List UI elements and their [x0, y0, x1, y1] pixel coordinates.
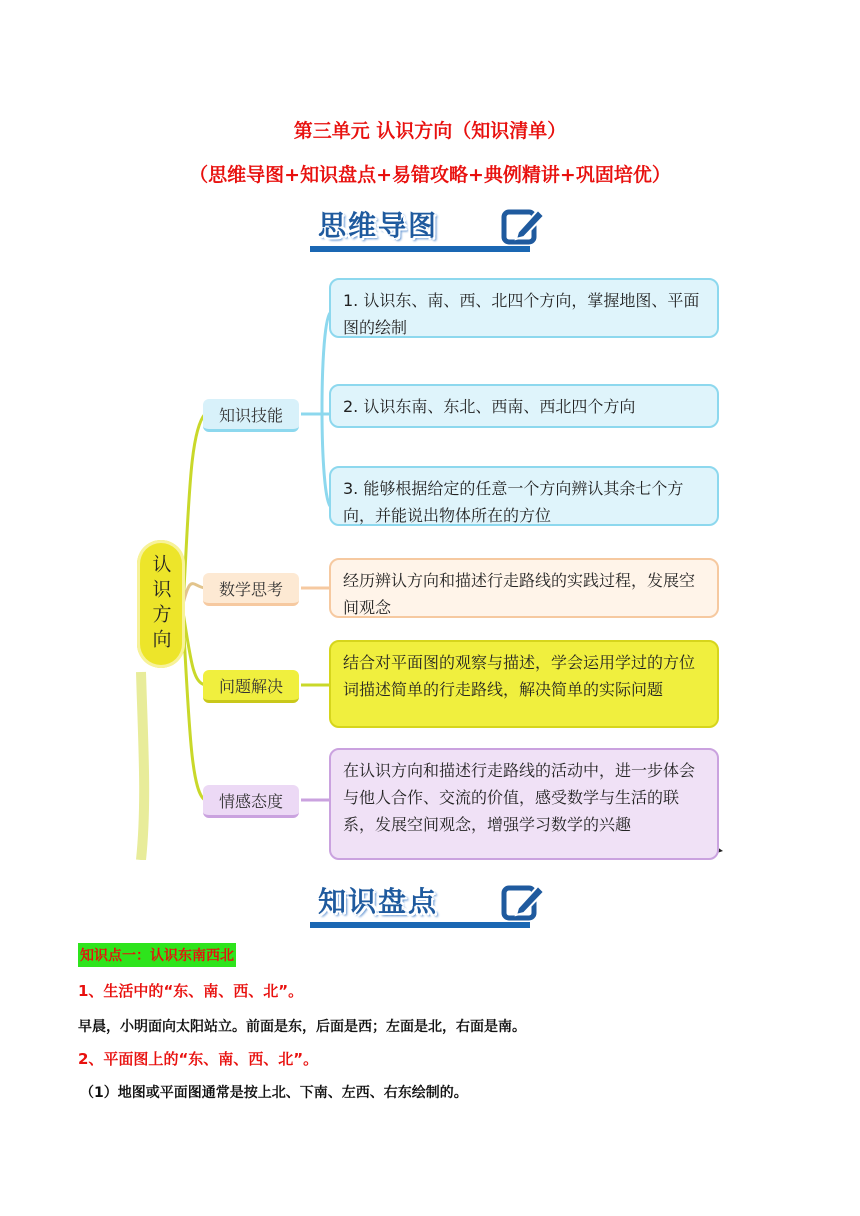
section-heading-1: 1、生活中的“东、南、西、北”。	[78, 982, 304, 1000]
knowledge-point-tag: 知识点一：认识东南西北	[78, 943, 236, 967]
paragraph-1: 早晨，小明面向太阳站立。前面是东，后面是西；左面是北，右面是南。	[78, 1019, 526, 1035]
paragraph-2: （1）地图或平面图通常是按上北、下南、左西、右东绘制的。	[80, 1085, 468, 1101]
thinking-item: 经历辨认方向和描述行走路线的实践过程，发展空间观念	[329, 558, 719, 618]
page-title: 第三单元 认识方向（知识清单）	[293, 120, 567, 142]
knowledge-banner-label: 知识盘点	[318, 885, 439, 918]
banner-underline	[310, 246, 530, 252]
mindmap-banner-label: 思维导图	[318, 209, 439, 242]
mind-map-root: 认识方向	[137, 540, 185, 668]
edit-icon	[500, 880, 546, 924]
section-heading-2: 2、平面图上的“东、南、西、北”。	[78, 1050, 319, 1068]
category-problem-solving: 问题解决	[203, 670, 299, 703]
mind-map	[133, 272, 727, 860]
edit-icon	[500, 204, 546, 248]
banner-underline	[310, 922, 530, 928]
skills-item-2: 2. 认识东南、东北、西南、西北四个方向	[329, 384, 719, 428]
category-attitude: 情感态度	[203, 785, 299, 818]
skills-item-1: 1. 认识东、南、西、北四个方向，掌握地图、平面图的绘制	[329, 278, 719, 338]
knowledge-banner	[310, 878, 550, 928]
problem-solving-item: 结合对平面图的观察与描述，学会运用学过的方位词描述简单的行走路线，解决简单的实际问题	[329, 640, 719, 728]
page-subtitle: （思维导图+知识盘点+易错攻略+典例精讲+巩固培优）	[189, 164, 671, 186]
skills-item-3: 3. 能够根据给定的任意一个方向辨认其余七个方向，并能说出物体所在的方位	[329, 466, 719, 526]
category-skills: 知识技能	[203, 399, 299, 432]
category-thinking: 数学思考	[203, 573, 299, 606]
mindmap-banner	[310, 202, 550, 252]
attitude-item: 在认识方向和描述行走路线的活动中，进一步体会与他人合作、交流的价值，感受数学与生活的联系，发展空间观念，增强学习数学的兴趣	[329, 748, 719, 860]
